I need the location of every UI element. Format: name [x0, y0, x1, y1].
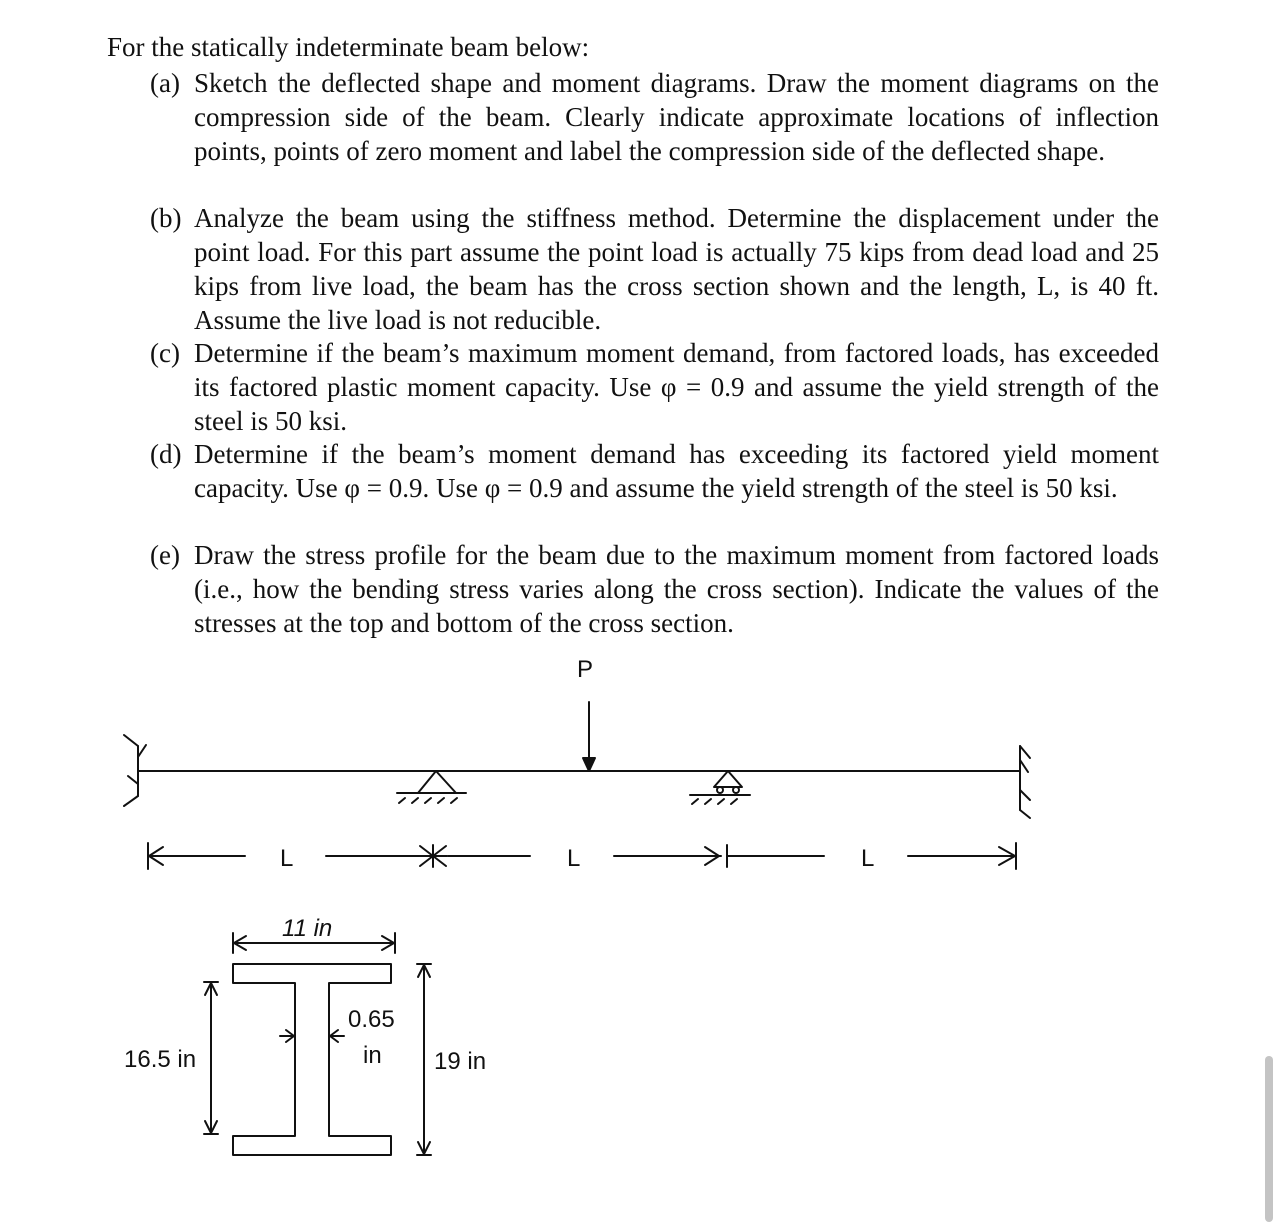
- web-thickness-label-line1: 0.65: [348, 1006, 395, 1033]
- part-c-text: Determine if the beam’s maximum moment demand, from factored loads, has exceeded its factored plastic moment capacity. Use φ = 0.9 and assume the yield strength of the steel is 50 ksi.: [194, 338, 1159, 436]
- part-a-label: (a): [150, 68, 180, 98]
- web-thickness-label-line2: in: [363, 1042, 382, 1069]
- roller-support-icon: [690, 771, 750, 804]
- total-depth-label: 19 in: [434, 1048, 487, 1075]
- part-b-text: Analyze the beam using the stiffness method. Determine the displacement under the point load. For this part assume the point load is actually 75 kips from dead load and 25 kips from live load, the beam has the cross section shown and the length, L, is 40 ft. Assume the live load is not reducible.: [194, 203, 1159, 335]
- part-d-text: Determine if the beam’s moment demand has exceeding its factored yield moment capacity. Use φ = 0.9. Use φ = 0.9 and assume the yield strength of the steel is 50 ksi.: [194, 439, 1159, 503]
- part-e-text: Draw the stress profile for the beam due to the maximum moment from factored loads (i.e., how the bending stress varies along the cross section). Indicate the values of the stresses at the top and bottom of the cross section.: [194, 540, 1159, 638]
- vertical-scrollbar[interactable]: [1265, 1056, 1273, 1222]
- span-dimension-line: [148, 843, 1016, 869]
- part-a-text: Sketch the deflected shape and moment diagrams. Draw the moment diagrams on the compression side of the beam. Clearly indicate approximate locations of inflection points, points of zero moment and label the compression side of the deflected shape.: [194, 68, 1159, 166]
- web-height-label: 16.5 in: [124, 1046, 197, 1073]
- part-e-label: (e): [150, 540, 180, 570]
- part-b-label: (b): [150, 203, 182, 233]
- flange-width-label: 11 in: [282, 915, 333, 942]
- span-label-1: L: [280, 845, 294, 872]
- web-height-dimension: [204, 982, 218, 1134]
- point-load-arrow-icon: [583, 702, 595, 771]
- part-d-label: (d): [150, 439, 182, 469]
- web-thickness-arrows: [280, 1030, 344, 1042]
- right-fixed-support-icon: [1020, 746, 1030, 818]
- problem-intro: For the statically indeterminate beam below:: [107, 32, 590, 62]
- load-label: P: [577, 656, 594, 683]
- total-depth-dimension: [417, 964, 431, 1155]
- span-label-3: L: [861, 845, 875, 872]
- span-label-2: L: [567, 845, 581, 872]
- pin-support-icon: [397, 771, 466, 803]
- part-c-label: (c): [150, 338, 180, 368]
